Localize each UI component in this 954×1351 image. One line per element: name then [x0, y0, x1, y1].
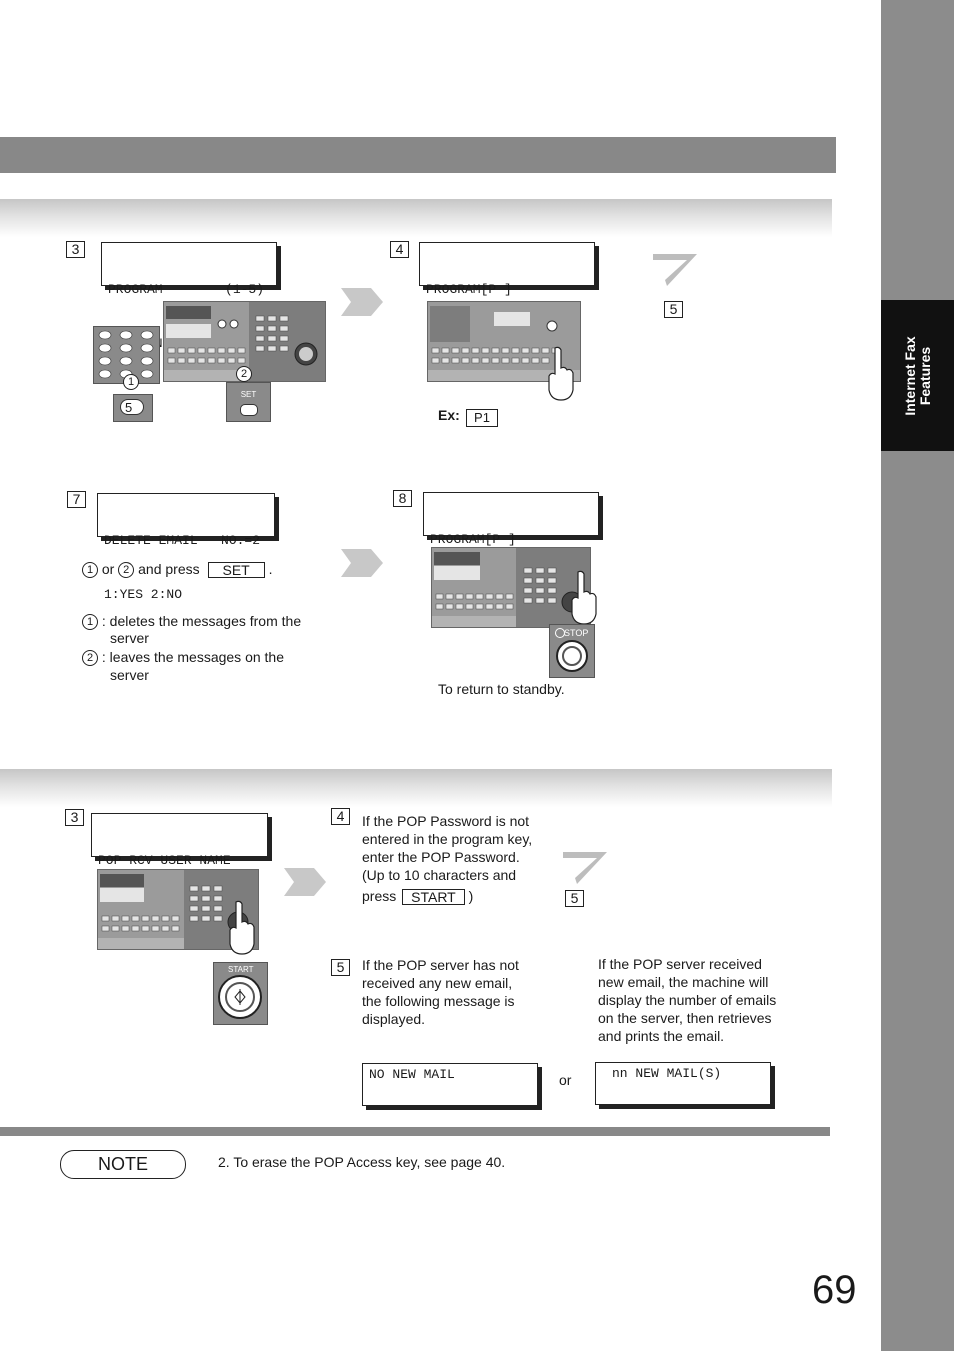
- start-key[interactable]: [213, 962, 268, 1025]
- stop-key[interactable]: [549, 624, 595, 678]
- section-bar-1: [0, 199, 832, 237]
- lcd-display-new-mail: nn NEW MAIL(S): [595, 1062, 771, 1105]
- start-diamond-icon: [234, 989, 246, 1005]
- header-bar: [0, 137, 836, 173]
- step-reference: 5: [565, 890, 584, 907]
- lcd-display: PROGRAM[P ]: [423, 492, 599, 536]
- step-number: 3: [65, 809, 84, 826]
- step-number: 7: [67, 491, 86, 508]
- set-key[interactable]: [226, 382, 271, 422]
- step-number: 4: [390, 241, 409, 258]
- step5-right-text: If the POP server received new email, the machine will display the number of emails on the server, then retrieves and prints the email.: [598, 956, 777, 1044]
- choice-1: 1: [82, 562, 98, 578]
- bottom-rule: [0, 1127, 830, 1136]
- continue-arrow-icon: [563, 850, 613, 888]
- page-number: 69: [812, 1268, 857, 1312]
- finger-pointer-icon: [568, 570, 598, 626]
- finger-pointer-icon: [226, 900, 256, 958]
- step-number: 8: [393, 490, 412, 507]
- section-bar-2: [0, 769, 832, 807]
- continue-arrow-icon: [653, 252, 703, 290]
- note-text: 2. To erase the POP Access key, see page 40.: [218, 1154, 506, 1170]
- marker-1: 1: [123, 374, 139, 390]
- example-label: Ex:: [438, 407, 460, 423]
- lcd-display: POP RCV USER NAME: [91, 813, 268, 857]
- option-2: 2 : leaves the messages on the: [82, 648, 322, 666]
- next-arrow-icon: [341, 549, 383, 577]
- start-key-label: START: [228, 965, 254, 974]
- next-arrow-icon: [341, 288, 383, 316]
- lcd-display: PROGRAM (1-5): [101, 242, 277, 286]
- option-1-cont: server: [110, 630, 149, 646]
- option-2-cont: server: [110, 667, 149, 683]
- set-key-label: SET: [240, 390, 257, 399]
- key-5[interactable]: [113, 394, 153, 422]
- finger-pointer-icon: [545, 346, 575, 402]
- step-number: 3: [66, 241, 85, 258]
- side-tab-label: Internet Fax Features: [901, 335, 933, 416]
- stop-icon: [555, 628, 565, 638]
- lcd-display-no-mail: NO NEW MAIL: [362, 1063, 538, 1106]
- set-key-button: [240, 404, 258, 416]
- or-label: or: [559, 1072, 572, 1088]
- step5-left-text: If the POP server has not received any new email, the following message is displayed.: [362, 957, 519, 1027]
- start-key-button: [218, 975, 262, 1019]
- example-value: P1: [466, 409, 498, 427]
- note-label: NOTE: [60, 1150, 186, 1179]
- lcd-display: DELETE EMAIL NO.=2 1:YES 2:NO: [97, 493, 275, 537]
- choice-2: 2: [118, 562, 134, 578]
- lcd-display: PROGRAM[P ]: [419, 242, 595, 286]
- next-arrow-icon: [284, 868, 326, 896]
- step-reference: 5: [664, 301, 683, 318]
- option-1: 1 : deletes the messages from the: [82, 612, 322, 630]
- marker-2: 2: [236, 366, 252, 382]
- stop-key-label: STOP: [564, 628, 589, 638]
- standby-caption: To return to standby.: [438, 681, 565, 697]
- stop-key-button: [556, 640, 588, 672]
- start-key-label: START: [402, 889, 465, 905]
- set-key-label: SET: [208, 562, 265, 578]
- step-number: 4: [331, 808, 350, 825]
- key-5-label: 5: [120, 399, 144, 415]
- control-panel: [431, 547, 591, 628]
- control-panel-illustration: [432, 548, 590, 627]
- right-margin-bar: [881, 0, 954, 1351]
- side-tab: [881, 300, 954, 451]
- step4-text: If the POP Password is not entered in the program key, enter the POP Password. (Up to 10 characters and press START ): [362, 813, 533, 906]
- step7-instruction: 1 or 2 and press SET .: [82, 560, 273, 578]
- step-number: 5: [331, 959, 350, 976]
